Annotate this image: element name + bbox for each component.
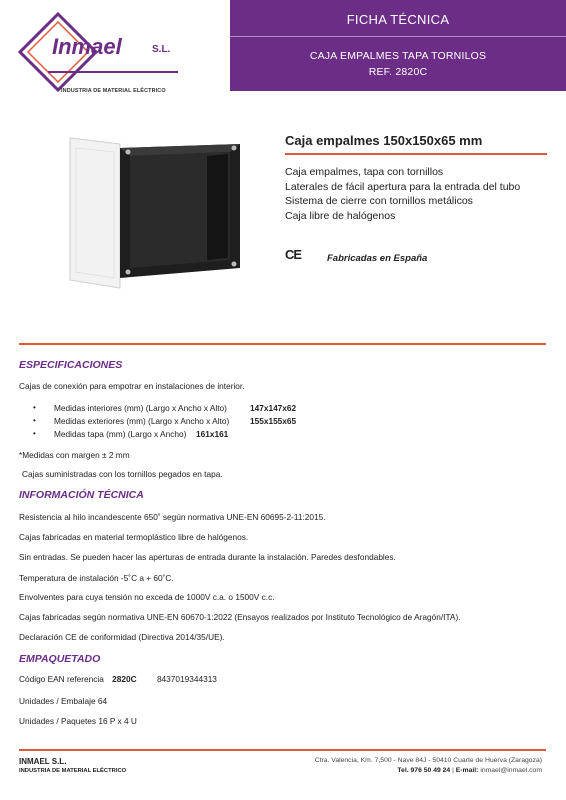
footer-address: Ctra. Valencia, Km. 7,500 - Nave 84J - 50410 Cuarte de Huerva (Zaragoza)	[314, 757, 542, 764]
specs-heading: ESPECIFICACIONES	[19, 359, 123, 371]
measure-label: Medidas exteriores (mm) (Largo x Ancho x Alto)	[54, 416, 230, 426]
ean-code: 8437019344313	[156, 674, 217, 684]
header-title: FICHA TÉCNICA	[346, 12, 450, 27]
tech-info-line: Envolventes para cuya tensión no exceda de 1000V c.a. o 1500V c.c.	[19, 592, 275, 602]
footer-contact: Tel. 976 50 49 24 | E-mail: inmael@inmael.com	[397, 767, 542, 774]
ce-mark: CE	[285, 247, 302, 262]
product-title: Caja empalmes 150x150x65 mm	[285, 133, 483, 148]
email-label: E-mail:	[455, 767, 479, 774]
logo-suffix: S.L.	[152, 44, 171, 55]
measure-row	[33, 429, 229, 439]
units-per-package: Unidades / Paquetes 16 P x 4 U	[19, 716, 137, 726]
footer-company: INMAEL S.L.	[19, 757, 67, 766]
margin-note: *Medidas con margen ± 2 mm	[19, 450, 130, 460]
header-reference: REF. 2820C	[368, 66, 428, 78]
header-divider	[230, 36, 566, 37]
measure-row	[33, 416, 297, 426]
tech-info-line: Cajas fabricadas según normativa UNE-EN 60670-1:2022 (Ensayos realizados por Instituto Tecnológico de Aragón/ITA).	[19, 612, 461, 622]
product-features	[285, 165, 520, 223]
ean-row	[19, 674, 217, 684]
tel-number: 976 50 49 24	[410, 767, 451, 774]
product-title-rule	[285, 153, 547, 155]
feature-item: Caja empalmes, tapa con tornillos	[285, 166, 444, 178]
measure-label: Medidas interiores (mm) (Largo x Ancho x Alto)	[54, 403, 227, 413]
section-rule	[19, 343, 546, 345]
bullet-icon: •	[33, 416, 36, 425]
measure-value: 161x161	[196, 429, 229, 439]
logo-wordmark: Inmael	[52, 34, 122, 59]
ean-label: Código EAN referencia	[19, 674, 104, 684]
logo-tagline: INDUSTRIA DE MATERIAL ELÉCTRICO	[61, 88, 166, 94]
tech-info-line: Sin entradas. Se pueden hacer las aperturas de entrada durante la instalación. Paredes desfondables.	[19, 552, 396, 562]
tech-info-heading: INFORMACIÓN TÉCNICA	[19, 489, 144, 501]
header-subtitle: CAJA EMPALMES TAPA TORNILOS	[309, 50, 487, 62]
tech-info-line: Resistencia al hilo incandescente 650˚ según normativa UNE-EN 60695-2-11:2015.	[19, 512, 326, 522]
feature-item: Caja libre de halógenos	[285, 209, 396, 222]
footer-tagline: INDUSTRIA DE MATERIAL ELÉCTRICO	[19, 768, 127, 774]
bullet-icon: •	[33, 403, 36, 412]
measure-value: 155x155x65	[250, 416, 297, 426]
made-in-label: Fabricadas en España	[327, 253, 428, 264]
feature-item: Laterales de fácil apertura para la entrada del tubo	[285, 180, 521, 193]
measure-label: Medidas tapa (mm) (Largo x Ancho)	[54, 429, 187, 439]
units-per-pack: Unidades / Embalaje 64	[19, 696, 108, 706]
bullet-icon: •	[33, 429, 36, 438]
screws-note: Cajas suministradas con los tornillos pegados en tapa.	[22, 469, 223, 479]
email-link[interactable]: inmael@inmael.com	[480, 767, 542, 774]
tech-info-line: Temperatura de instalación -5˚C a + 60˚C.	[19, 573, 174, 583]
footer-rule	[19, 749, 546, 751]
tech-info-line: Cajas fabricadas en material termoplástico libre de halógenos.	[19, 532, 249, 542]
company-logo	[18, 12, 208, 92]
product-image	[62, 130, 252, 290]
measure-value: 147x147x62	[250, 403, 297, 413]
specs-intro: Cajas de conexión para empotrar en instalaciones de interior.	[19, 381, 245, 391]
tech-info-line: Declaración CE de conformidad (Directiva 2014/35/UE).	[19, 632, 225, 642]
measure-row	[33, 403, 297, 413]
packaging-heading: EMPAQUETADO	[19, 653, 101, 665]
ean-ref: 2820C	[112, 674, 137, 684]
feature-item: Sistema de cierre con tornillos metálicos	[285, 195, 473, 207]
tel-label: Tel.	[397, 767, 409, 774]
